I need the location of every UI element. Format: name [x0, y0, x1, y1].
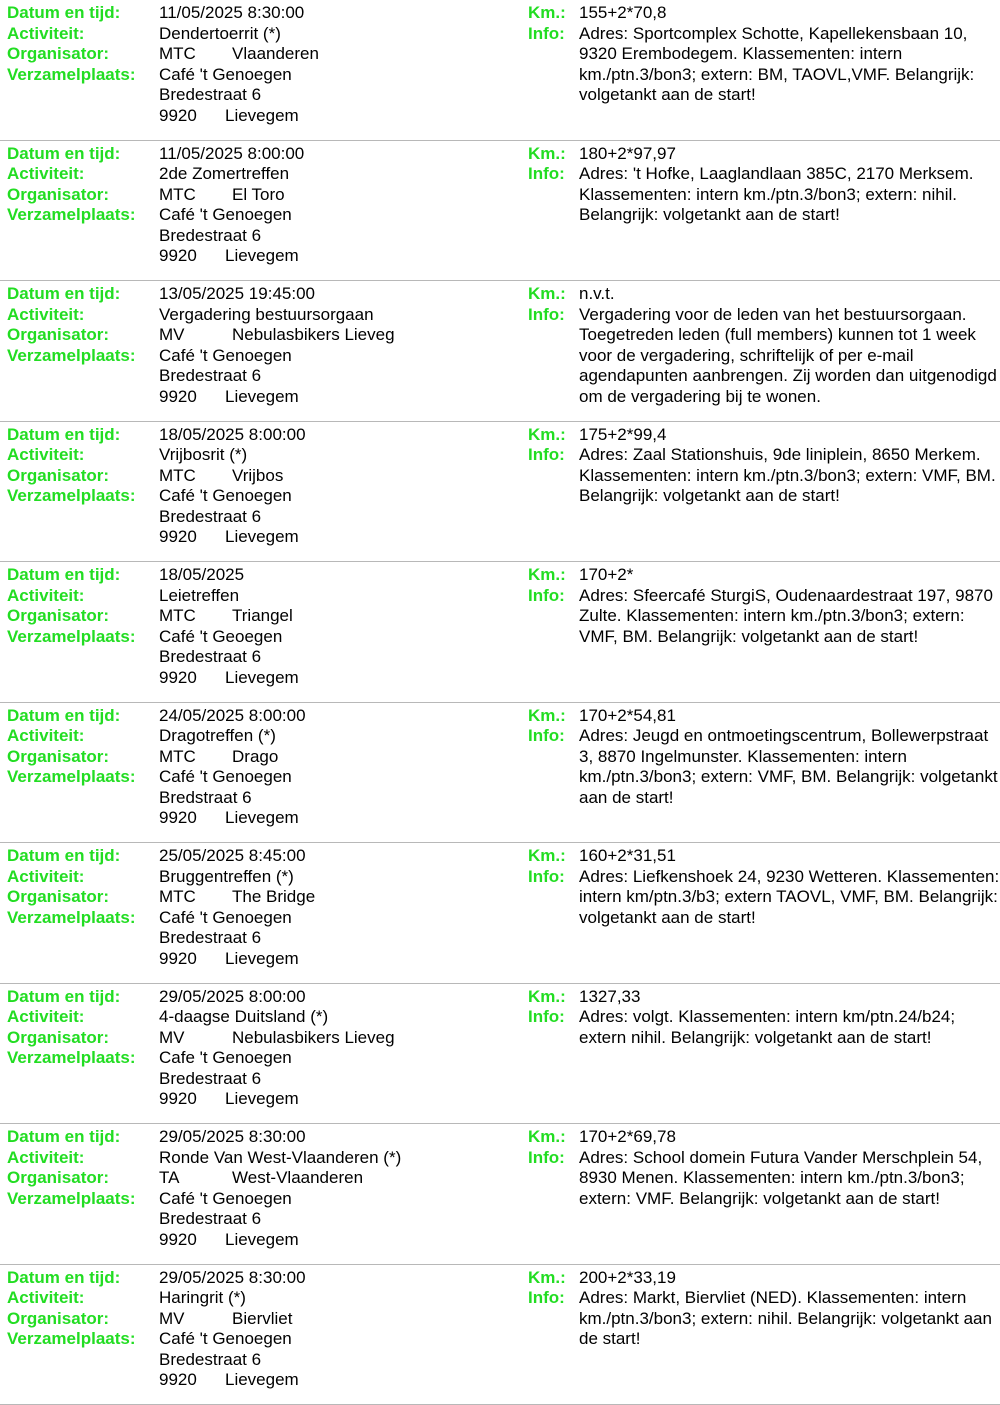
- datetime-label: Datum en tijd:: [7, 706, 159, 727]
- meeting-point-street-row: [7, 788, 517, 809]
- event-entry: [0, 843, 1000, 984]
- km-row: [528, 987, 1000, 1008]
- km-label: Km.:: [528, 1268, 579, 1289]
- km-label: Km.:: [528, 1127, 579, 1148]
- info-row: [528, 445, 1000, 507]
- organizer-label: Organisator:: [7, 1028, 159, 1049]
- organizer-code: MTC: [159, 747, 232, 768]
- organizer-code: MTC: [159, 887, 232, 908]
- organizer-name: Vrijbos: [232, 466, 283, 485]
- event-entry: [0, 141, 1000, 282]
- km-value: 170+2*: [579, 565, 633, 586]
- meeting-point-name: Café 't Geoegen: [159, 627, 282, 648]
- activity-row: [7, 305, 517, 326]
- event-details: [7, 1127, 517, 1250]
- km-label: Km.:: [528, 3, 579, 24]
- info-label: Info:: [528, 164, 579, 226]
- info-label: Info:: [528, 305, 579, 408]
- organizer-name: The Bridge: [232, 887, 315, 906]
- activity-label: Activiteit:: [7, 726, 159, 747]
- organizer-value: [159, 606, 293, 627]
- activity-label: Activiteit:: [7, 445, 159, 466]
- event-details: [7, 987, 517, 1110]
- meeting-point-street: Bredstraat 6: [159, 788, 252, 809]
- meeting-point-city: [159, 1230, 299, 1251]
- datetime-label: Datum en tijd:: [7, 144, 159, 165]
- meeting-point-street-row: [7, 1350, 517, 1371]
- meeting-point-street: Bredestraat 6: [159, 1209, 261, 1230]
- organizer-name: El Toro: [232, 185, 285, 204]
- organizer-value: [159, 1168, 363, 1189]
- activity-row: [7, 1007, 517, 1028]
- meeting-point-city-name: Lievegem: [225, 949, 299, 968]
- datetime-value: 18/05/2025 8:00:00: [159, 425, 306, 446]
- meeting-point-street: Bredestraat 6: [159, 928, 261, 949]
- meeting-point-city: [159, 668, 299, 689]
- datetime-value: 29/05/2025 8:30:00: [159, 1268, 306, 1289]
- organizer-value: [159, 185, 285, 206]
- meeting-point-city-name: Lievegem: [225, 106, 299, 125]
- meeting-point-street-row: [7, 366, 517, 387]
- meeting-point-city: [159, 527, 299, 548]
- meeting-point-row: [7, 346, 517, 367]
- meeting-point-label: Verzamelplaats:: [7, 627, 159, 648]
- meeting-point-row: [7, 65, 517, 86]
- km-value: 170+2*69,78: [579, 1127, 676, 1148]
- activity-value: Dendertoerrit (*): [159, 24, 281, 45]
- meeting-point-city: [159, 246, 299, 267]
- meeting-point-street-row: [7, 507, 517, 528]
- event-extra: [528, 144, 1000, 226]
- info-label: Info:: [528, 24, 579, 106]
- activity-row: [7, 867, 517, 888]
- meeting-point-zip: 9920: [159, 949, 225, 970]
- event-details: [7, 3, 517, 126]
- organizer-row: [7, 466, 517, 487]
- meeting-point-zip: 9920: [159, 527, 225, 548]
- datetime-value: 29/05/2025 8:00:00: [159, 987, 306, 1008]
- meeting-point-street-row: [7, 1069, 517, 1090]
- meeting-point-city: [159, 1089, 299, 1110]
- meeting-point-zip: 9920: [159, 1370, 225, 1391]
- meeting-point-label: Verzamelplaats:: [7, 65, 159, 86]
- meeting-point-row: [7, 486, 517, 507]
- event-details: [7, 706, 517, 829]
- meeting-point-street-row: [7, 647, 517, 668]
- event-extra: [528, 425, 1000, 507]
- km-label: Km.:: [528, 144, 579, 165]
- meeting-point-city-name: Lievegem: [225, 527, 299, 546]
- datetime-row: [7, 425, 517, 446]
- info-label: Info:: [528, 867, 579, 929]
- meeting-point-row: [7, 1048, 517, 1069]
- organizer-name: Triangel: [232, 606, 293, 625]
- datetime-row: [7, 846, 517, 867]
- event-details: [7, 144, 517, 267]
- organizer-code: TA: [159, 1168, 232, 1189]
- event-entry: [0, 422, 1000, 563]
- activity-label: Activiteit:: [7, 164, 159, 185]
- organizer-name: Vlaanderen: [232, 44, 319, 63]
- meeting-point-city-row: [7, 1370, 517, 1391]
- activity-label: Activiteit:: [7, 305, 159, 326]
- meeting-point-city-row: [7, 106, 517, 127]
- datetime-label: Datum en tijd:: [7, 987, 159, 1008]
- info-value: Adres: Sfeercafé SturgiS, Oudenaardestraat 197, 9870 Zulte. Klassementen: intern km./ptn.3/bon3; extern: VMF, BM. Belangrijk: volgetankt aan de start!: [579, 586, 1000, 648]
- activity-row: [7, 1288, 517, 1309]
- organizer-row: [7, 606, 517, 627]
- activity-row: [7, 726, 517, 747]
- info-value: Adres: Jeugd en ontmoetingscentrum, Bollewerpstraat 3, 8870 Ingelmunster. Klassementen: intern km./ptn.3/bon3; extern: VMF, BM. Belangrijk: volgetankt aan de start!: [579, 726, 1000, 808]
- meeting-point-street-row: [7, 928, 517, 949]
- km-label: Km.:: [528, 706, 579, 727]
- info-row: [528, 1007, 1000, 1048]
- meeting-point-label: Verzamelplaats:: [7, 346, 159, 367]
- organizer-name: Drago: [232, 747, 278, 766]
- event-extra: [528, 706, 1000, 809]
- meeting-point-city: [159, 949, 299, 970]
- activity-row: [7, 24, 517, 45]
- organizer-code: MV: [159, 1028, 232, 1049]
- organizer-code: MV: [159, 1309, 232, 1330]
- meeting-point-row: [7, 205, 517, 226]
- info-row: [528, 586, 1000, 648]
- organizer-row: [7, 185, 517, 206]
- organizer-label: Organisator:: [7, 1309, 159, 1330]
- activity-value: 2de Zomertreffen: [159, 164, 289, 185]
- meeting-point-label: Verzamelplaats:: [7, 486, 159, 507]
- meeting-point-label: Verzamelplaats:: [7, 205, 159, 226]
- meeting-point-street: Bredestraat 6: [159, 1069, 261, 1090]
- organizer-row: [7, 1309, 517, 1330]
- meeting-point-name: Café 't Genoegen: [159, 65, 292, 86]
- datetime-row: [7, 284, 517, 305]
- activity-row: [7, 164, 517, 185]
- organizer-row: [7, 44, 517, 65]
- activity-label: Activiteit:: [7, 1148, 159, 1169]
- meeting-point-city: [159, 106, 299, 127]
- meeting-point-row: [7, 767, 517, 788]
- km-value: 1327,33: [579, 987, 640, 1008]
- activity-label: Activiteit:: [7, 867, 159, 888]
- meeting-point-row: [7, 1189, 517, 1210]
- meeting-point-name: Café 't Genoegen: [159, 205, 292, 226]
- organizer-name: Nebulasbikers Lieveg: [232, 325, 395, 344]
- meeting-point-street: Bredestraat 6: [159, 85, 261, 106]
- organizer-name: Nebulasbikers Lieveg: [232, 1028, 395, 1047]
- organizer-row: [7, 747, 517, 768]
- meeting-point-zip: 9920: [159, 387, 225, 408]
- event-extra: [528, 987, 1000, 1049]
- datetime-row: [7, 1268, 517, 1289]
- activity-label: Activiteit:: [7, 1288, 159, 1309]
- meeting-point-zip: 9920: [159, 1230, 225, 1251]
- km-row: [528, 1268, 1000, 1289]
- meeting-point-zip: 9920: [159, 106, 225, 127]
- organizer-code: MTC: [159, 44, 232, 65]
- km-row: [528, 3, 1000, 24]
- meeting-point-city-row: [7, 949, 517, 970]
- km-value: 155+2*70,8: [579, 3, 666, 24]
- meeting-point-street: Bredestraat 6: [159, 366, 261, 387]
- activity-label: Activiteit:: [7, 24, 159, 45]
- meeting-point-city-row: [7, 527, 517, 548]
- meeting-point-street: Bredestraat 6: [159, 1350, 261, 1371]
- event-entry: [0, 984, 1000, 1125]
- organizer-value: [159, 1309, 292, 1330]
- event-extra: [528, 3, 1000, 106]
- meeting-point-street-row: [7, 226, 517, 247]
- datetime-value: 11/05/2025 8:00:00: [159, 144, 304, 165]
- meeting-point-label: Verzamelplaats:: [7, 1048, 159, 1069]
- info-label: Info:: [528, 586, 579, 648]
- km-label: Km.:: [528, 565, 579, 586]
- meeting-point-city-name: Lievegem: [225, 246, 299, 265]
- activity-row: [7, 445, 517, 466]
- meeting-point-name: Café 't Genoegen: [159, 486, 292, 507]
- km-value: 180+2*97,97: [579, 144, 676, 165]
- organizer-label: Organisator:: [7, 466, 159, 487]
- km-row: [528, 1127, 1000, 1148]
- meeting-point-city-name: Lievegem: [225, 808, 299, 827]
- organizer-label: Organisator:: [7, 887, 159, 908]
- datetime-row: [7, 1127, 517, 1148]
- organizer-value: [159, 466, 283, 487]
- info-row: [528, 1288, 1000, 1350]
- organizer-name: Biervliet: [232, 1309, 292, 1328]
- event-extra: [528, 1268, 1000, 1350]
- datetime-value: 24/05/2025 8:00:00: [159, 706, 306, 727]
- activity-label: Activiteit:: [7, 1007, 159, 1028]
- event-extra: [528, 1127, 1000, 1209]
- organizer-label: Organisator:: [7, 606, 159, 627]
- event-details: [7, 846, 517, 969]
- meeting-point-city-row: [7, 387, 517, 408]
- datetime-label: Datum en tijd:: [7, 846, 159, 867]
- meeting-point-city-row: [7, 1089, 517, 1110]
- meeting-point-row: [7, 1329, 517, 1350]
- km-row: [528, 284, 1000, 305]
- organizer-value: [159, 325, 395, 346]
- meeting-point-city-name: Lievegem: [225, 387, 299, 406]
- km-row: [528, 425, 1000, 446]
- info-label: Info:: [528, 445, 579, 507]
- info-row: [528, 1148, 1000, 1210]
- meeting-point-city: [159, 387, 299, 408]
- meeting-point-city-row: [7, 808, 517, 829]
- info-value: Vergadering voor de leden van het bestuursorgaan. Toegetreden leden (full members) kunnen tot 1 week voor de vergadering, schriftelijk of per e-mail agendapunten aanbrengen. Zij worden dan uitgenodigd om de vergadering bij te wonen.: [579, 305, 1000, 408]
- info-row: [528, 867, 1000, 929]
- km-row: [528, 846, 1000, 867]
- meeting-point-row: [7, 908, 517, 929]
- meeting-point-city-name: Lievegem: [225, 668, 299, 687]
- info-row: [528, 164, 1000, 226]
- activity-value: Vergadering bestuursorgaan: [159, 305, 374, 326]
- activity-row: [7, 1148, 517, 1169]
- meeting-point-name: Café 't Genoegen: [159, 1189, 292, 1210]
- meeting-point-label: Verzamelplaats:: [7, 908, 159, 929]
- datetime-row: [7, 144, 517, 165]
- activity-value: Leietreffen: [159, 586, 239, 607]
- meeting-point-row: [7, 627, 517, 648]
- meeting-point-street-row: [7, 85, 517, 106]
- meeting-point-name: Café 't Genoegen: [159, 1329, 292, 1350]
- meeting-point-zip: 9920: [159, 668, 225, 689]
- datetime-value: 29/05/2025 8:30:00: [159, 1127, 306, 1148]
- activity-value: Bruggentreffen (*): [159, 867, 294, 888]
- datetime-label: Datum en tijd:: [7, 284, 159, 305]
- info-value: Adres: Sportcomplex Schotte, Kapellekensbaan 10, 9320 Erembodegem. Klassementen: intern km./ptn.3/bon3; extern: BM, TAOVL,VMF. Belangrijk: volgetankt aan de start!: [579, 24, 1000, 106]
- meeting-point-city-name: Lievegem: [225, 1089, 299, 1108]
- datetime-row: [7, 706, 517, 727]
- km-label: Km.:: [528, 425, 579, 446]
- info-value: Adres: Markt, Biervliet (NED). Klassementen: intern km./ptn.3/bon3; extern: nihil. Belangrijk: volgetankt aan de start!: [579, 1288, 1000, 1350]
- datetime-value: 25/05/2025 8:45:00: [159, 846, 306, 867]
- event-extra: [528, 565, 1000, 647]
- km-row: [528, 565, 1000, 586]
- meeting-point-street: Bredestraat 6: [159, 226, 261, 247]
- organizer-label: Organisator:: [7, 1168, 159, 1189]
- event-extra: [528, 284, 1000, 407]
- organizer-code: MV: [159, 325, 232, 346]
- meeting-point-name: Café 't Genoegen: [159, 346, 292, 367]
- datetime-value: 13/05/2025 19:45:00: [159, 284, 315, 305]
- event-entry: [0, 0, 1000, 141]
- event-details: [7, 565, 517, 688]
- event-entry: [0, 1265, 1000, 1405]
- km-value: 200+2*33,19: [579, 1268, 676, 1289]
- organizer-name: West-Vlaanderen: [232, 1168, 363, 1187]
- activity-value: 4-daagse Duitsland (*): [159, 1007, 328, 1028]
- organizer-value: [159, 1028, 395, 1049]
- activity-label: Activiteit:: [7, 586, 159, 607]
- meeting-point-street: Bredestraat 6: [159, 647, 261, 668]
- km-row: [528, 706, 1000, 727]
- organizer-label: Organisator:: [7, 325, 159, 346]
- event-extra: [528, 846, 1000, 928]
- activity-value: Dragotreffen (*): [159, 726, 276, 747]
- km-value: n.v.t.: [579, 284, 615, 305]
- event-entry: [0, 703, 1000, 844]
- datetime-value: 11/05/2025 8:30:00: [159, 3, 304, 24]
- organizer-label: Organisator:: [7, 747, 159, 768]
- datetime-label: Datum en tijd:: [7, 1127, 159, 1148]
- datetime-value: 18/05/2025: [159, 565, 244, 586]
- meeting-point-zip: 9920: [159, 246, 225, 267]
- event-entry: [0, 562, 1000, 703]
- organizer-value: [159, 887, 315, 908]
- datetime-label: Datum en tijd:: [7, 3, 159, 24]
- meeting-point-name: Café 't Genoegen: [159, 908, 292, 929]
- meeting-point-name: Café 't Genoegen: [159, 767, 292, 788]
- km-label: Km.:: [528, 987, 579, 1008]
- info-value: Adres: Liefkenshoek 24, 9230 Wetteren. Klassementen: intern km/ptn.3/b3; extern TAOVL, VMF, BM. Belangrijk: volgetankt aan de start!: [579, 867, 1000, 929]
- organizer-value: [159, 44, 319, 65]
- event-details: [7, 425, 517, 548]
- meeting-point-label: Verzamelplaats:: [7, 1189, 159, 1210]
- meeting-point-name: Cafe 't Genoegen: [159, 1048, 292, 1069]
- meeting-point-street-row: [7, 1209, 517, 1230]
- info-value: Adres: Zaal Stationshuis, 9de liniplein, 8650 Merkem. Klassementen: intern km./ptn.3/bon3; extern: VMF, BM. Belangrijk: volgetankt aan de start!: [579, 445, 1000, 507]
- organizer-row: [7, 887, 517, 908]
- info-row: [528, 726, 1000, 808]
- meeting-point-zip: 9920: [159, 1089, 225, 1110]
- meeting-point-zip: 9920: [159, 808, 225, 829]
- info-label: Info:: [528, 1288, 579, 1350]
- organizer-label: Organisator:: [7, 185, 159, 206]
- activity-value: Vrijbosrit (*): [159, 445, 247, 466]
- meeting-point-city: [159, 1370, 299, 1391]
- datetime-row: [7, 3, 517, 24]
- info-value: Adres: 't Hofke, Laaglandlaan 385C, 2170 Merksem. Klassementen: intern km./ptn.3/bon3; extern: nihil. Belangrijk: volgetankt aan de start!: [579, 164, 1000, 226]
- info-row: [528, 24, 1000, 106]
- meeting-point-street: Bredestraat 6: [159, 507, 261, 528]
- km-label: Km.:: [528, 284, 579, 305]
- meeting-point-city-name: Lievegem: [225, 1230, 299, 1249]
- info-label: Info:: [528, 726, 579, 808]
- meeting-point-city: [159, 808, 299, 829]
- datetime-row: [7, 987, 517, 1008]
- meeting-point-city-name: Lievegem: [225, 1370, 299, 1389]
- activity-row: [7, 586, 517, 607]
- organizer-value: [159, 747, 278, 768]
- organizer-code: MTC: [159, 466, 232, 487]
- meeting-point-city-row: [7, 1230, 517, 1251]
- event-details: [7, 1268, 517, 1391]
- activity-value: Haringrit (*): [159, 1288, 246, 1309]
- km-label: Km.:: [528, 846, 579, 867]
- event-entry: [0, 1124, 1000, 1265]
- organizer-label: Organisator:: [7, 44, 159, 65]
- km-value: 170+2*54,81: [579, 706, 676, 727]
- datetime-label: Datum en tijd:: [7, 425, 159, 446]
- organizer-row: [7, 1168, 517, 1189]
- activity-value: Ronde Van West-Vlaanderen (*): [159, 1148, 401, 1169]
- datetime-label: Datum en tijd:: [7, 1268, 159, 1289]
- meeting-point-city-row: [7, 246, 517, 267]
- event-entry: [0, 281, 1000, 422]
- datetime-row: [7, 565, 517, 586]
- meeting-point-label: Verzamelplaats:: [7, 1329, 159, 1350]
- organizer-code: MTC: [159, 606, 232, 627]
- km-value: 160+2*31,51: [579, 846, 676, 867]
- meeting-point-label: Verzamelplaats:: [7, 767, 159, 788]
- info-row: [528, 305, 1000, 408]
- event-details: [7, 284, 517, 407]
- info-label: Info:: [528, 1007, 579, 1048]
- datetime-label: Datum en tijd:: [7, 565, 159, 586]
- organizer-row: [7, 1028, 517, 1049]
- info-value: Adres: School domein Futura Vander Merschplein 54, 8930 Menen. Klassementen: intern km./ptn.3/bon3; extern: VMF. Belangrijk: volgetankt aan de start!: [579, 1148, 1000, 1210]
- organizer-code: MTC: [159, 185, 232, 206]
- meeting-point-city-row: [7, 668, 517, 689]
- km-row: [528, 144, 1000, 165]
- info-label: Info:: [528, 1148, 579, 1210]
- info-value: Adres: volgt. Klassementen: intern km/ptn.24/b24; extern nihil. Belangrijk: volgetankt aan de start!: [579, 1007, 1000, 1048]
- organizer-row: [7, 325, 517, 346]
- km-value: 175+2*99,4: [579, 425, 666, 446]
